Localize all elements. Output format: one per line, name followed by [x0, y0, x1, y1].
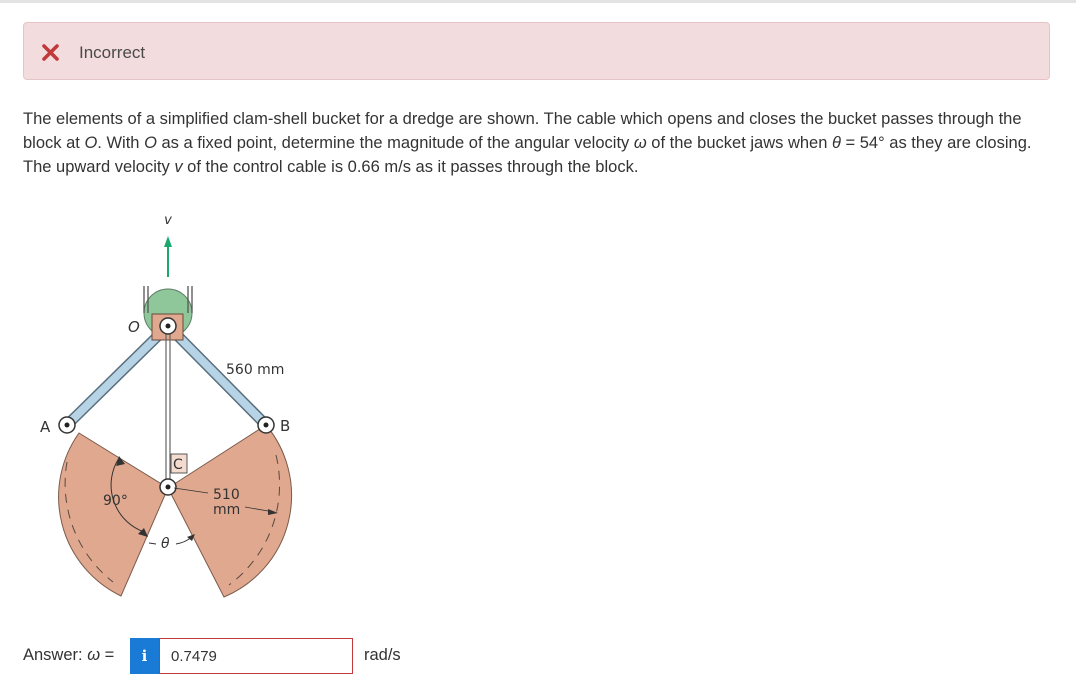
dimension-jaw-value: 510 — [213, 487, 240, 503]
answer-row — [23, 638, 443, 674]
info-icon[interactable]: i — [130, 638, 159, 674]
dimension-arm: 560 mm — [226, 362, 285, 378]
label-A: A — [40, 418, 51, 436]
answer-input[interactable] — [159, 638, 353, 674]
left-arm — [67, 326, 168, 425]
angle-90-label: 90° — [103, 493, 128, 509]
answer-label: Answer: ω = — [23, 646, 115, 664]
feedback-status: Incorrect — [79, 43, 146, 62]
top-divider — [0, 0, 1076, 3]
arrow-head-icon — [164, 236, 172, 247]
dimension-jaw-unit: mm — [213, 502, 241, 518]
label-O: O — [128, 318, 140, 336]
clam-shell-bucket-figure — [24, 200, 314, 610]
theta-label: θ — [161, 536, 170, 552]
question-text: The elements of a simplified clam-shell bucket for a dredge are shown. The cable which opens and closes the bucket passes through the block at O. With O as a fixed point, determine the magnitude of the angular velocity ω of the bucket jaws when θ = 54° as they are closing. The upward velocity v of the control cable is 0.66 m/s as it passes through the block. — [23, 110, 1032, 176]
left-jaw — [59, 433, 168, 596]
answer-unit: rad/s — [364, 646, 401, 664]
close-icon — [42, 44, 59, 61]
label-v: v — [164, 213, 172, 228]
label-B: B — [280, 417, 291, 435]
feedback-banner — [23, 22, 1050, 80]
label-C: C — [173, 457, 183, 473]
